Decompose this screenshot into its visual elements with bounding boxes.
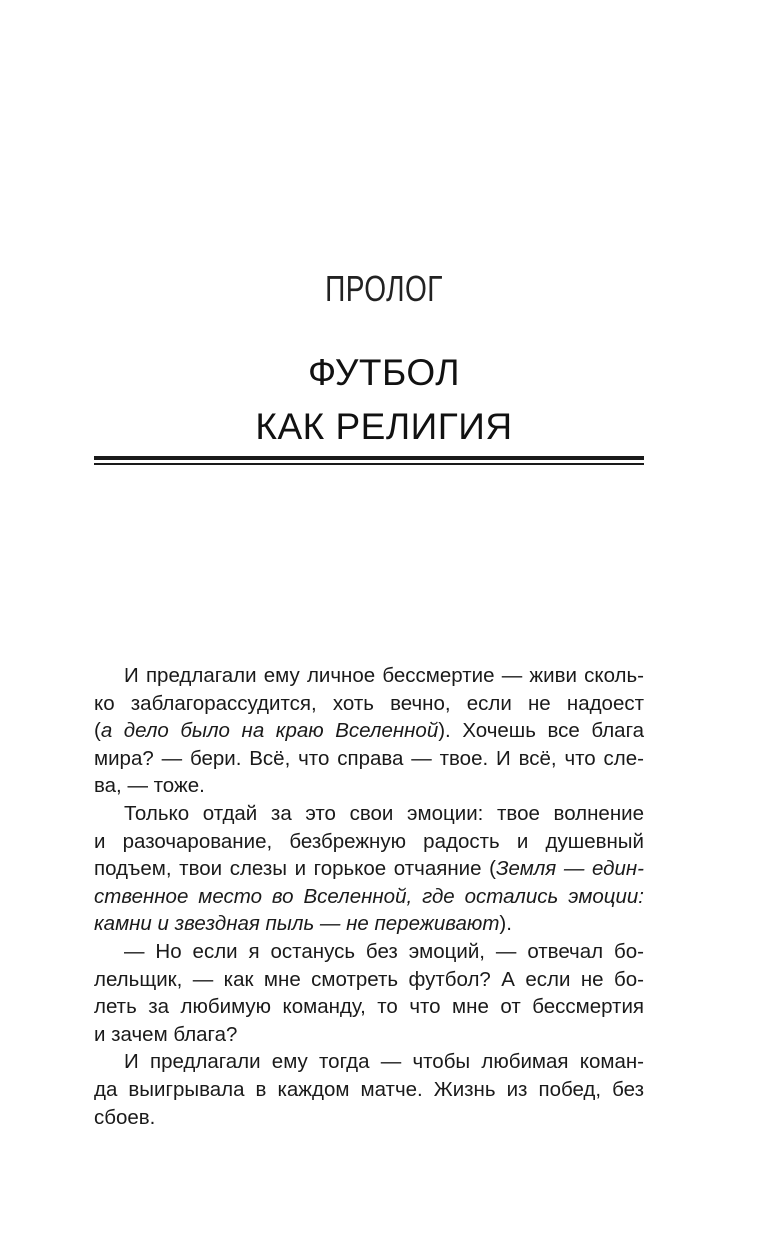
text-line bbox=[94, 1048, 644, 1076]
text-segment: — Но если я останусь без эмоций, — отвечал бо- bbox=[124, 939, 644, 963]
text-line bbox=[94, 938, 644, 966]
text-segment: и зачем блага? bbox=[94, 1022, 238, 1046]
text-line bbox=[94, 662, 644, 690]
body-text bbox=[94, 662, 644, 1131]
paragraph bbox=[94, 1048, 644, 1131]
text-line bbox=[94, 1076, 644, 1104]
italic-text: ственное место во Вселенной, где остались эмоции: bbox=[94, 884, 644, 908]
chapter-label: ПРОЛОГ bbox=[325, 268, 443, 309]
italic-text: а дело было на краю Вселенной bbox=[100, 719, 439, 743]
text-segment: ва, — тоже. bbox=[94, 774, 205, 798]
text-line bbox=[94, 1021, 644, 1049]
text-line bbox=[94, 993, 644, 1021]
text-segment: мира? — бери. Всё, что справа — твое. И всё, что сле- bbox=[94, 746, 644, 770]
text-line bbox=[94, 966, 644, 994]
text-line bbox=[94, 828, 644, 856]
text-line bbox=[94, 800, 644, 828]
text-line bbox=[94, 717, 644, 745]
text-segment: подъем, твои слезы и горькое отчаяние ( bbox=[94, 857, 496, 881]
chapter-title-line-2: КАК РЕЛИГИЯ bbox=[255, 406, 513, 447]
text-line bbox=[94, 1104, 644, 1132]
title-rule-thick bbox=[94, 456, 644, 460]
text-segment: и разочарование, безбрежную радость и душевный bbox=[94, 829, 644, 853]
text-line bbox=[94, 883, 644, 911]
text-line bbox=[94, 910, 644, 938]
text-segment: Только отдай за это свои эмоции: твое волнение bbox=[124, 801, 644, 825]
text-segment: леть за любимую команду, то что мне от бессмертия bbox=[94, 995, 644, 1019]
text-segment: И предлагали ему тогда — чтобы любимая коман- bbox=[124, 1050, 644, 1074]
text-line bbox=[94, 772, 644, 800]
text-segment: И предлагали ему личное бессмертие — живи сколь- bbox=[124, 664, 644, 687]
text-segment: да выигрывала в каждом матче. Жизнь из побед, без bbox=[94, 1077, 644, 1101]
text-segment: ко заблагорассудится, хоть вечно, если не надоест bbox=[94, 691, 644, 715]
paragraph bbox=[94, 800, 644, 938]
text-segment: сбоев. bbox=[94, 1105, 156, 1129]
title-rule-thin bbox=[94, 463, 644, 465]
paragraph bbox=[94, 662, 644, 800]
italic-text: камни и звездная пыль — не переживают bbox=[94, 912, 500, 936]
text-line bbox=[94, 690, 644, 718]
text-segment: ). Хочешь все блага bbox=[438, 719, 644, 743]
text-segment: ( bbox=[94, 719, 101, 743]
text-line bbox=[94, 745, 644, 773]
chapter-title-line-1: ФУТБОЛ bbox=[307, 352, 461, 393]
text-segment: лельщик, — как мне смотреть футбол? А если не бо- bbox=[94, 967, 644, 991]
italic-text: Земля — един- bbox=[495, 857, 644, 881]
paragraph bbox=[94, 938, 644, 1048]
text-line bbox=[94, 855, 644, 883]
text-segment: ). bbox=[499, 912, 512, 936]
